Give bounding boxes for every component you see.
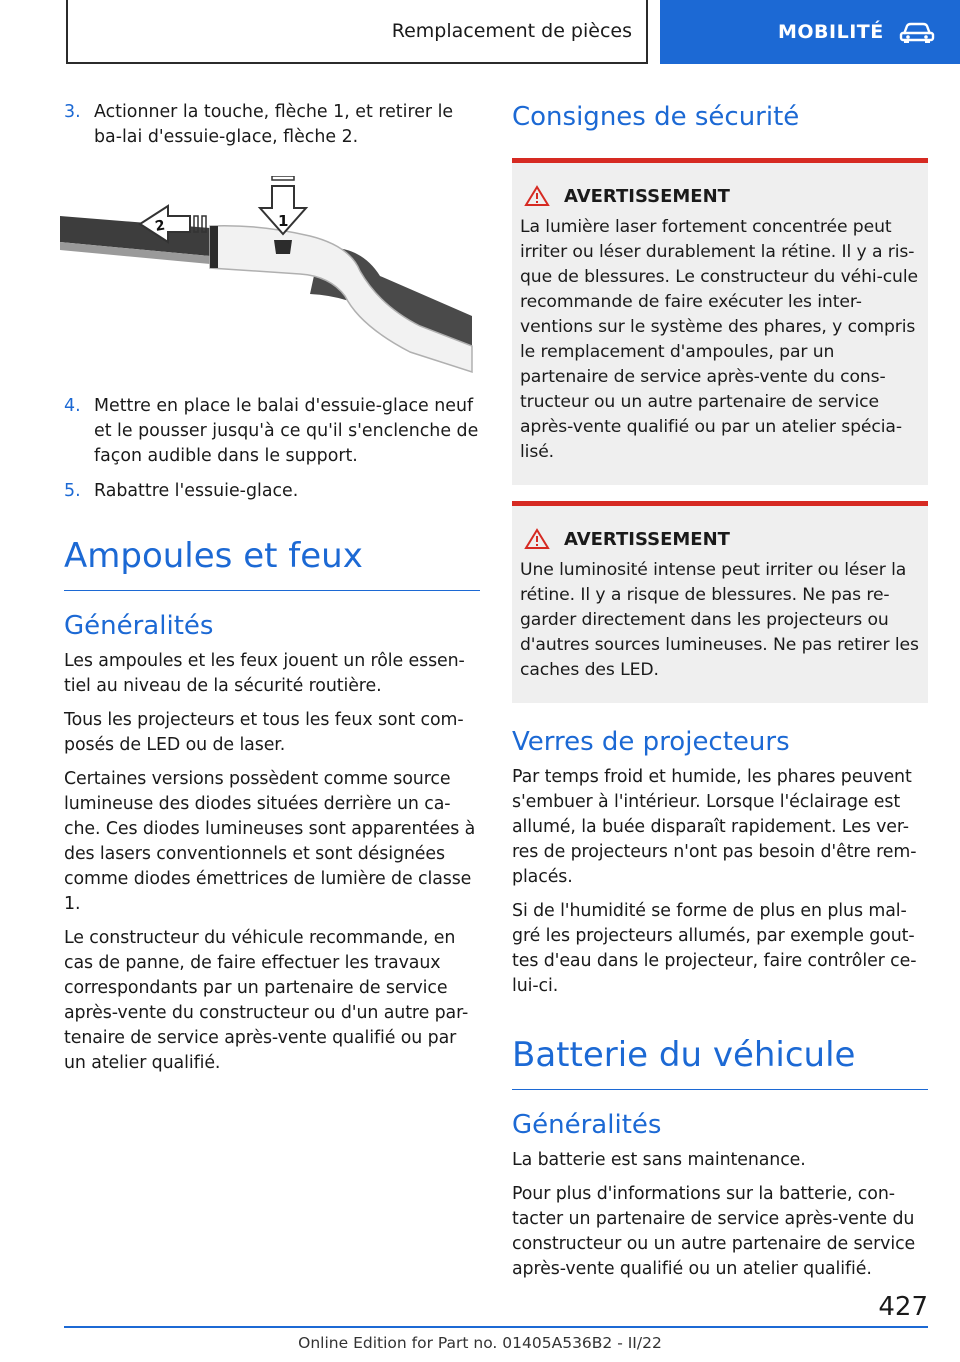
footer-edition: Online Edition for Part no. 01405A536B2 - II/22 [298, 1334, 662, 1352]
warning-title [520, 528, 920, 550]
step-number: 5. [64, 481, 81, 501]
warning-triangle-icon [524, 185, 550, 207]
warning-text: Une luminosité intense peut irriter ou léser la rétine. Il y a risque de blessures. Ne pas re-garder directement dans les projecteurs ou d'autres sources lumineuses. Ne pas retirer les caches des LED. [520, 560, 919, 680]
page-number: 427 [878, 1292, 928, 1322]
paragraph: Si de l'humidité se forme de plus en plus mal-gré les projecteurs allumés, par exemple gout-tes d'eau dans le projecteur, faire contrôler ce-lui-ci. [512, 901, 917, 996]
warning-box [512, 158, 928, 485]
heading-lights: Ampoules et feux [64, 534, 480, 591]
step-text: Actionner la touche, flèche 1, et retirer le ba-lai d'essuie-glace, flèche 2. [94, 102, 454, 147]
step-number: 4. [64, 396, 81, 416]
warning-box [512, 501, 928, 703]
heading-safety: Consignes de sécurité [512, 102, 800, 132]
paragraph: Le constructeur du véhicule recommande, en cas de panne, de faire effectuer les travaux correspondants par un partenaire de service après-vente du constructeur ou d'un autre par-tenaire de service après-vente qualifié ou par un atelier qualifié. [64, 928, 469, 1073]
wiper-blade-illustration [60, 176, 480, 376]
chapter-header [66, 0, 648, 64]
warning-label: AVERTISSEMENT [564, 185, 730, 207]
section-header [660, 0, 960, 64]
step-3 [64, 100, 480, 150]
step-5 [64, 479, 480, 504]
heading-general: Généralités [512, 1110, 662, 1140]
paragraph: Par temps froid et humide, les phares peuvent s'embuer à l'intérieur. Lorsque l'éclairage est allumé, la buée disparaît rapidement. Les ver-res de projecteurs n'ont pas besoin d'être rem-placés. [512, 767, 917, 887]
paragraph: Tous les projecteurs et tous les feux sont com-posés de LED ou de laser. [64, 710, 464, 755]
paragraph: Pour plus d'informations sur la batterie, con-tacter un partenaire de service après-vente du constructeur ou un autre partenaire de service après-vente qualifié ou un atelier qualifié. [512, 1184, 916, 1279]
warning-label: AVERTISSEMENT [564, 528, 730, 550]
paragraph: La batterie est sans maintenance. [512, 1150, 806, 1170]
figure-label-2: 2 [153, 217, 167, 235]
warning-text: La lumière laser fortement concentrée peut irriter ou léser durablement la rétine. Il y a ris-que de blessures. Le constructeur du véhi-cule recommande de faire exécuter les inter-ventions sur le système des phares, y compris le remplacement d'ampoules, par un partenaire de service après-vente du cons-tructeur ou un autre partenaire de service après-vente qualifié ou par un atelier spécia-lisé. [520, 217, 918, 462]
wiper-figure [60, 176, 480, 376]
footer-divider [64, 1326, 928, 1328]
step-text: Mettre en place le balai d'essuie-glace neuf et le pousser jusqu'à ce qu'il s'enclenche de façon audible dans le support. [94, 396, 479, 466]
paragraph: Certaines versions possèdent comme source lumineuse des diodes situées derrière un ca-che. Ces diodes lumineuses sont apparentées à des lasers conventionnels et sont désignées comme diodes émettrices de lumière de classe 1. [64, 769, 476, 914]
warning-triangle-icon [524, 528, 550, 550]
section-title: MOBILITÉ [778, 21, 884, 43]
heading-headlight-lenses: Verres de projecteurs [512, 727, 790, 757]
heading-battery: Batterie du véhicule [512, 1033, 928, 1090]
heading-general: Généralités [64, 611, 214, 641]
figure-label-1: 1 [278, 212, 289, 230]
warning-title [520, 185, 920, 207]
car-icon [898, 20, 936, 44]
step-4 [64, 394, 480, 469]
step-number: 3. [64, 102, 81, 122]
chapter-title: Remplacement de pièces [391, 20, 632, 42]
step-text: Rabattre l'essuie-glace. [94, 481, 299, 501]
paragraph: Les ampoules et les feux jouent un rôle essen-tiel au niveau de la sécurité routière. [64, 651, 465, 696]
right-column [512, 100, 928, 1291]
left-column [64, 100, 480, 1085]
